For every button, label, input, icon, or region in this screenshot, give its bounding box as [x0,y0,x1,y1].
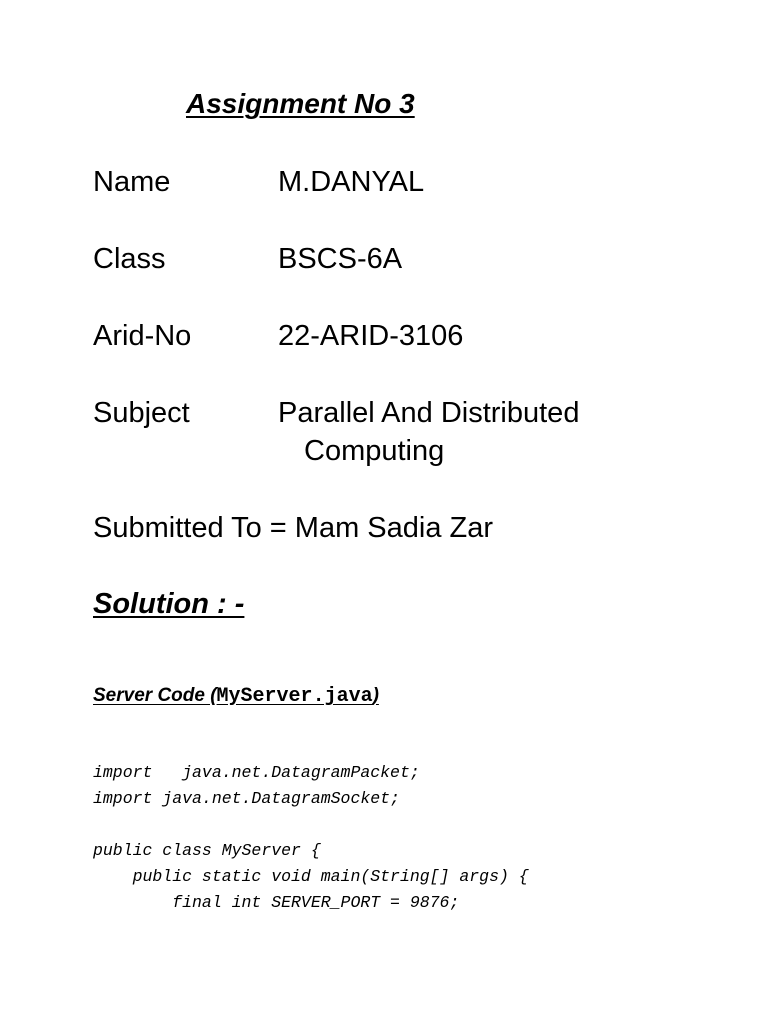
subject-label: Subject [93,397,190,429]
server-code-heading-prefix: Server Code ( [93,685,217,706]
name-value: M.DANYAL [278,166,425,198]
solution-heading: Solution : - [93,588,245,620]
code-line: import java.net.DatagramPacket; [93,763,420,782]
subject-value-line2: Computing [304,435,445,467]
name-label: Name [93,166,171,198]
class-label: Class [93,243,166,275]
server-code-heading [93,685,379,708]
code-line: public class MyServer { [93,841,321,860]
server-code-block [93,760,529,916]
code-line: final int SERVER_PORT = 9876; [93,893,460,912]
arid-no-value: 22-ARID-3106 [278,320,464,352]
arid-no-label: Arid-No [93,320,192,352]
subject-value-line1: Parallel And Distributed [278,397,580,429]
server-code-heading-suffix: ) [372,685,379,706]
code-line: import java.net.DatagramSocket; [93,789,400,808]
submitted-to: Submitted To = Mam Sadia Zar [93,512,494,544]
server-code-filename: MyServer.java [216,685,373,708]
assignment-title: Assignment No 3 [186,88,415,119]
class-value: BSCS-6A [278,243,403,275]
code-line: public static void main(String[] args) { [93,867,529,886]
